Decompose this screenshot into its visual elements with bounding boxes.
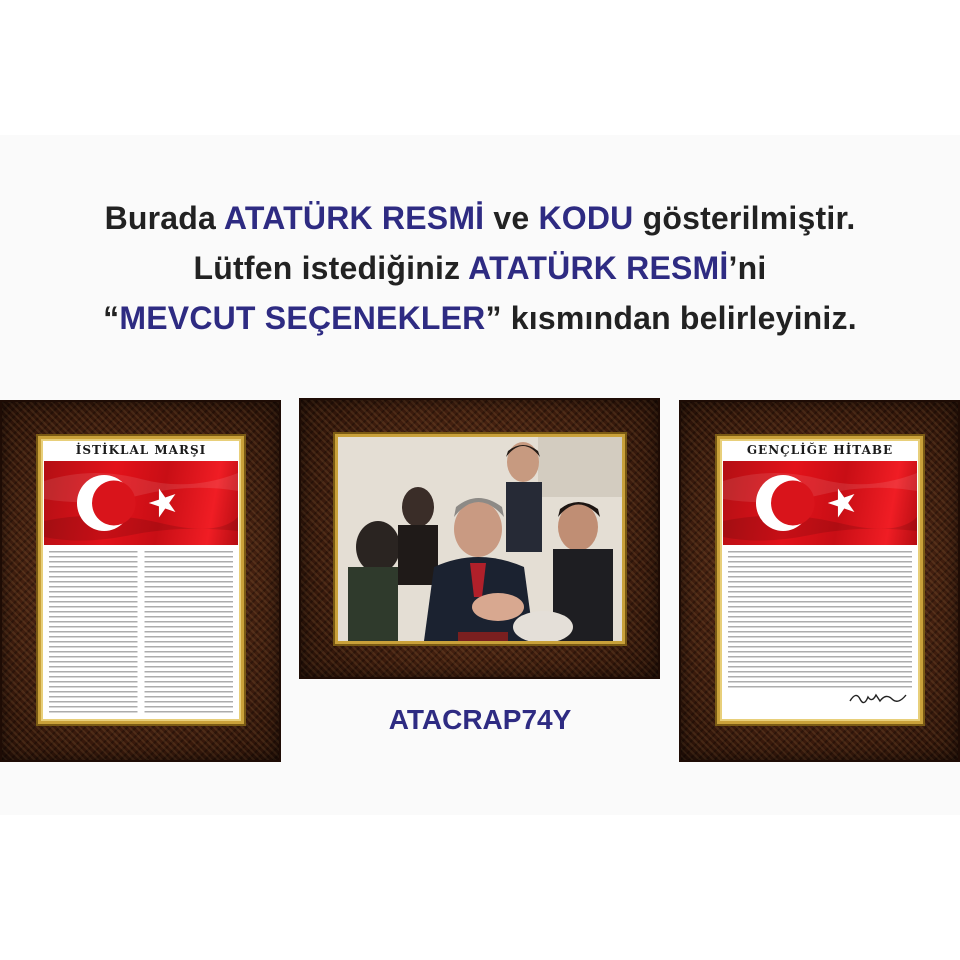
headline-line-3 <box>0 293 960 343</box>
istiklal-marsi-poster <box>38 436 244 724</box>
headline-text: ” kısmından belirleyiniz. <box>485 300 857 336</box>
headline-text: Burada <box>104 200 224 236</box>
turkish-flag-icon <box>723 461 917 545</box>
headline-text: ve <box>484 200 539 236</box>
turkish-flag-icon <box>44 461 238 545</box>
headline-text: ’ni <box>728 250 767 286</box>
headline-highlight: ATATÜRK RESMİ <box>468 250 729 286</box>
headline-text: “ <box>103 300 120 336</box>
product-code: ATACRAP74Y <box>388 704 572 735</box>
headline-text: gösterilmiştir. <box>633 200 856 236</box>
address-text-block <box>728 551 912 691</box>
instruction-headline <box>0 193 960 343</box>
poster-title: İSTİKLAL MARŞI <box>75 443 207 457</box>
anthem-text-block <box>49 551 233 713</box>
headline-line-1 <box>0 193 960 243</box>
ataturk-portrait-frame[interactable] <box>299 398 660 679</box>
signature-icon <box>848 689 908 707</box>
headline-highlight: MEVCUT SEÇENEKLER <box>119 300 486 336</box>
group-portrait-photo <box>338 437 622 641</box>
poster-title: GENÇLİĞE HİTABE <box>746 443 894 457</box>
genclige-hitabe-poster <box>717 436 923 724</box>
genclige-hitabe-frame[interactable] <box>679 400 960 762</box>
headline-highlight: ATATÜRK RESMİ <box>223 200 485 236</box>
headline-highlight: KODU <box>538 200 634 236</box>
istiklal-marsi-frame[interactable] <box>0 400 281 762</box>
ataturk-portrait <box>335 434 625 644</box>
headline-text: Lütfen istediğiniz <box>193 250 469 286</box>
headline-line-2 <box>0 243 960 293</box>
